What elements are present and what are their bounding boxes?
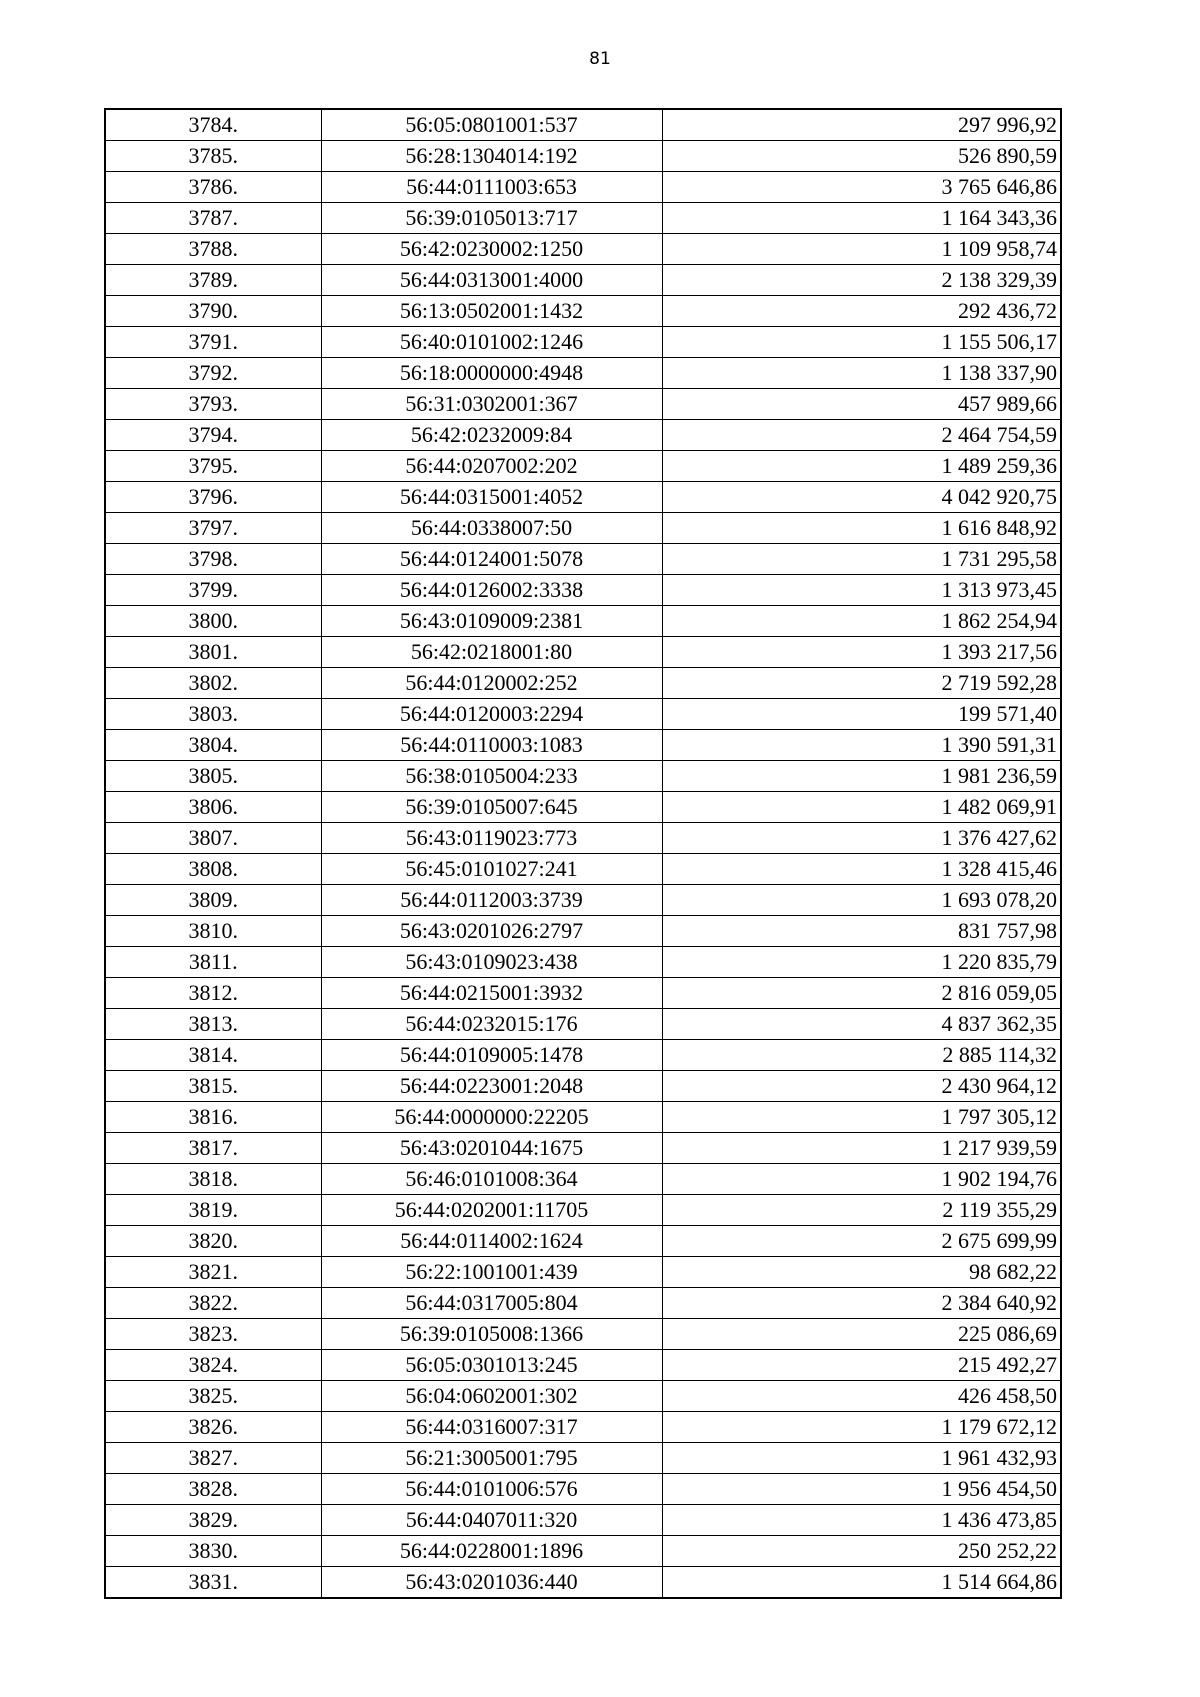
cadastral-value-cell: 1 109 958,74 [662,234,1061,265]
table-row [105,575,1061,606]
table-row [105,1133,1061,1164]
row-number-cell: 3800. [105,606,321,637]
cadastral-value-cell: 2 119 355,29 [662,1195,1061,1226]
table-row [105,1567,1061,1599]
cadastral-number-cell: 56:21:3005001:795 [321,1443,662,1474]
row-number-cell: 3785. [105,141,321,172]
row-number-cell: 3828. [105,1474,321,1505]
table-row [105,668,1061,699]
cadastral-number-cell: 56:44:0215001:3932 [321,978,662,1009]
cadastral-number-cell: 56:44:0120003:2294 [321,699,662,730]
row-number-cell: 3801. [105,637,321,668]
table-row [105,451,1061,482]
cadastral-number-cell: 56:28:1304014:192 [321,141,662,172]
row-number-cell: 3805. [105,761,321,792]
table-row [105,358,1061,389]
cadastral-value-cell: 2 816 059,05 [662,978,1061,1009]
row-number-cell: 3813. [105,1009,321,1040]
cadastral-number-cell: 56:31:0302001:367 [321,389,662,420]
cadastral-number-cell: 56:40:0101002:1246 [321,327,662,358]
cadastral-number-cell: 56:42:0218001:80 [321,637,662,668]
row-number-cell: 3824. [105,1350,321,1381]
cadastral-value-cell: 297 996,92 [662,109,1061,141]
cadastral-number-cell: 56:44:0126002:3338 [321,575,662,606]
row-number-cell: 3830. [105,1536,321,1567]
row-number-cell: 3817. [105,1133,321,1164]
table-body [105,109,1061,1598]
cadastral-number-cell: 56:44:0223001:2048 [321,1071,662,1102]
cadastral-number-cell: 56:44:0111003:653 [321,172,662,203]
cadastral-value-cell: 1 155 506,17 [662,327,1061,358]
cadastral-number-cell: 56:44:0313001:4000 [321,265,662,296]
row-number-cell: 3798. [105,544,321,575]
table-row [105,296,1061,327]
table-row [105,730,1061,761]
table-row [105,1257,1061,1288]
cadastral-number-cell: 56:42:0230002:1250 [321,234,662,265]
cadastral-number-cell: 56:04:0602001:302 [321,1381,662,1412]
cadastral-number-cell: 56:18:0000000:4948 [321,358,662,389]
cadastral-number-cell: 56:39:0105007:645 [321,792,662,823]
row-number-cell: 3826. [105,1412,321,1443]
cadastral-number-cell: 56:44:0228001:1896 [321,1536,662,1567]
table-row [105,482,1061,513]
cadastral-number-cell: 56:45:0101027:241 [321,854,662,885]
cadastral-number-cell: 56:05:0801001:537 [321,109,662,141]
cadastral-number-cell: 56:44:0124001:5078 [321,544,662,575]
cadastral-value-cell: 1 164 343,36 [662,203,1061,234]
table-row [105,389,1061,420]
table-row [105,1040,1061,1071]
table-row [105,1443,1061,1474]
cadastral-number-cell: 56:44:0232015:176 [321,1009,662,1040]
cadastral-value-cell: 1 731 295,58 [662,544,1061,575]
row-number-cell: 3807. [105,823,321,854]
table-row [105,544,1061,575]
table-row [105,1412,1061,1443]
row-number-cell: 3791. [105,327,321,358]
table-row [105,1536,1061,1567]
cadastral-number-cell: 56:44:0202001:11705 [321,1195,662,1226]
cadastral-value-cell: 1 393 217,56 [662,637,1061,668]
row-number-cell: 3795. [105,451,321,482]
table-row [105,823,1061,854]
cadastral-number-cell: 56:44:0407011:320 [321,1505,662,1536]
table-row [105,109,1061,141]
table-row [105,885,1061,916]
cadastral-value-cell: 1 436 473,85 [662,1505,1061,1536]
row-number-cell: 3803. [105,699,321,730]
cadastral-value-cell: 1 138 337,90 [662,358,1061,389]
row-number-cell: 3811. [105,947,321,978]
cadastral-number-cell: 56:42:0232009:84 [321,420,662,451]
table-row [105,203,1061,234]
row-number-cell: 3819. [105,1195,321,1226]
row-number-cell: 3806. [105,792,321,823]
table-row [105,978,1061,1009]
cadastral-number-cell: 56:43:0201036:440 [321,1567,662,1599]
cadastral-value-cell: 1 862 254,94 [662,606,1061,637]
table-row [105,1474,1061,1505]
row-number-cell: 3792. [105,358,321,389]
table-row [105,947,1061,978]
cadastral-number-cell: 56:43:0201026:2797 [321,916,662,947]
row-number-cell: 3797. [105,513,321,544]
table-row [105,1071,1061,1102]
cadastral-number-cell: 56:43:0109023:438 [321,947,662,978]
cadastral-value-cell: 3 765 646,86 [662,172,1061,203]
row-number-cell: 3784. [105,109,321,141]
cadastral-number-cell: 56:43:0109009:2381 [321,606,662,637]
row-number-cell: 3816. [105,1102,321,1133]
row-number-cell: 3794. [105,420,321,451]
cadastral-value-cell: 1 797 305,12 [662,1102,1061,1133]
row-number-cell: 3821. [105,1257,321,1288]
cadastral-value-cell: 199 571,40 [662,699,1061,730]
cadastral-number-cell: 56:38:0105004:233 [321,761,662,792]
cadastral-number-cell: 56:44:0101006:576 [321,1474,662,1505]
cadastral-number-cell: 56:39:0105013:717 [321,203,662,234]
table-row [105,1009,1061,1040]
table-row [105,265,1061,296]
row-number-cell: 3802. [105,668,321,699]
cadastral-value-cell: 215 492,27 [662,1350,1061,1381]
row-number-cell: 3831. [105,1567,321,1599]
row-number-cell: 3796. [105,482,321,513]
row-number-cell: 3810. [105,916,321,947]
cadastral-value-cell: 2 675 699,99 [662,1226,1061,1257]
row-number-cell: 3825. [105,1381,321,1412]
cadastral-value-cell: 225 086,69 [662,1319,1061,1350]
row-number-cell: 3809. [105,885,321,916]
row-number-cell: 3808. [105,854,321,885]
cadastral-value-cell: 1 217 939,59 [662,1133,1061,1164]
cadastral-value-table [104,108,1062,1599]
row-number-cell: 3827. [105,1443,321,1474]
table-row [105,606,1061,637]
cadastral-number-cell: 56:44:0000000:22205 [321,1102,662,1133]
cadastral-value-cell: 98 682,22 [662,1257,1061,1288]
cadastral-number-cell: 56:22:1001001:439 [321,1257,662,1288]
row-number-cell: 3804. [105,730,321,761]
cadastral-value-cell: 250 252,22 [662,1536,1061,1567]
cadastral-number-cell: 56:44:0338007:50 [321,513,662,544]
table-row [105,761,1061,792]
cadastral-value-cell: 1 902 194,76 [662,1164,1061,1195]
table-row [105,1319,1061,1350]
cadastral-value-cell: 4 837 362,35 [662,1009,1061,1040]
row-number-cell: 3786. [105,172,321,203]
table-row [105,327,1061,358]
table-row [105,1381,1061,1412]
table-row [105,1102,1061,1133]
cadastral-number-cell: 56:43:0119023:773 [321,823,662,854]
cadastral-value-cell: 292 436,72 [662,296,1061,327]
cadastral-number-cell: 56:44:0114002:1624 [321,1226,662,1257]
row-number-cell: 3820. [105,1226,321,1257]
cadastral-value-cell: 1 390 591,31 [662,730,1061,761]
cadastral-value-cell: 1 616 848,92 [662,513,1061,544]
cadastral-value-cell: 1 693 078,20 [662,885,1061,916]
cadastral-value-cell: 457 989,66 [662,389,1061,420]
row-number-cell: 3812. [105,978,321,1009]
row-number-cell: 3799. [105,575,321,606]
cadastral-number-cell: 56:39:0105008:1366 [321,1319,662,1350]
cadastral-value-cell: 2 885 114,32 [662,1040,1061,1071]
table-row [105,1350,1061,1381]
cadastral-value-cell: 4 042 920,75 [662,482,1061,513]
cadastral-number-cell: 56:44:0110003:1083 [321,730,662,761]
cadastral-number-cell: 56:44:0109005:1478 [321,1040,662,1071]
table-row [105,1288,1061,1319]
row-number-cell: 3788. [105,234,321,265]
table-row [105,637,1061,668]
table-row [105,1505,1061,1536]
cadastral-value-cell: 1 981 236,59 [662,761,1061,792]
cadastral-number-cell: 56:05:0301013:245 [321,1350,662,1381]
table-row [105,513,1061,544]
cadastral-number-cell: 56:44:0112003:3739 [321,885,662,916]
cadastral-number-cell: 56:44:0315001:4052 [321,482,662,513]
cadastral-value-cell: 1 514 664,86 [662,1567,1061,1599]
table-row [105,141,1061,172]
row-number-cell: 3815. [105,1071,321,1102]
cadastral-value-cell: 831 757,98 [662,916,1061,947]
row-number-cell: 3789. [105,265,321,296]
cadastral-value-cell: 1 961 432,93 [662,1443,1061,1474]
cadastral-value-cell: 2 384 640,92 [662,1288,1061,1319]
cadastral-value-cell: 2 719 592,28 [662,668,1061,699]
cadastral-value-cell: 2 464 754,59 [662,420,1061,451]
row-number-cell: 3790. [105,296,321,327]
row-number-cell: 3823. [105,1319,321,1350]
cadastral-value-cell: 426 458,50 [662,1381,1061,1412]
table-row [105,234,1061,265]
page-number: 81 [589,49,611,69]
cadastral-value-cell: 2 430 964,12 [662,1071,1061,1102]
cadastral-number-cell: 56:46:0101008:364 [321,1164,662,1195]
cadastral-value-cell: 1 328 415,46 [662,854,1061,885]
row-number-cell: 3818. [105,1164,321,1195]
cadastral-number-cell: 56:44:0317005:804 [321,1288,662,1319]
cadastral-value-cell: 1 313 973,45 [662,575,1061,606]
cadastral-value-cell: 1 376 427,62 [662,823,1061,854]
cadastral-number-cell: 56:43:0201044:1675 [321,1133,662,1164]
table-row [105,1195,1061,1226]
table-row [105,792,1061,823]
cadastral-value-cell: 1 220 835,79 [662,947,1061,978]
row-number-cell: 3829. [105,1505,321,1536]
table-row [105,172,1061,203]
cadastral-value-cell: 2 138 329,39 [662,265,1061,296]
cadastral-value-cell: 1 482 069,91 [662,792,1061,823]
cadastral-number-cell: 56:44:0207002:202 [321,451,662,482]
row-number-cell: 3787. [105,203,321,234]
table-row [105,420,1061,451]
row-number-cell: 3793. [105,389,321,420]
table-row [105,916,1061,947]
table-row [105,1164,1061,1195]
cadastral-value-cell: 1 179 672,12 [662,1412,1061,1443]
table-row [105,699,1061,730]
cadastral-value-cell: 1 489 259,36 [662,451,1061,482]
table-row [105,854,1061,885]
cadastral-number-cell: 56:44:0120002:252 [321,668,662,699]
cadastral-number-cell: 56:44:0316007:317 [321,1412,662,1443]
row-number-cell: 3822. [105,1288,321,1319]
table-row [105,1226,1061,1257]
cadastral-value-cell: 526 890,59 [662,141,1061,172]
cadastral-value-cell: 1 956 454,50 [662,1474,1061,1505]
cadastral-number-cell: 56:13:0502001:1432 [321,296,662,327]
row-number-cell: 3814. [105,1040,321,1071]
